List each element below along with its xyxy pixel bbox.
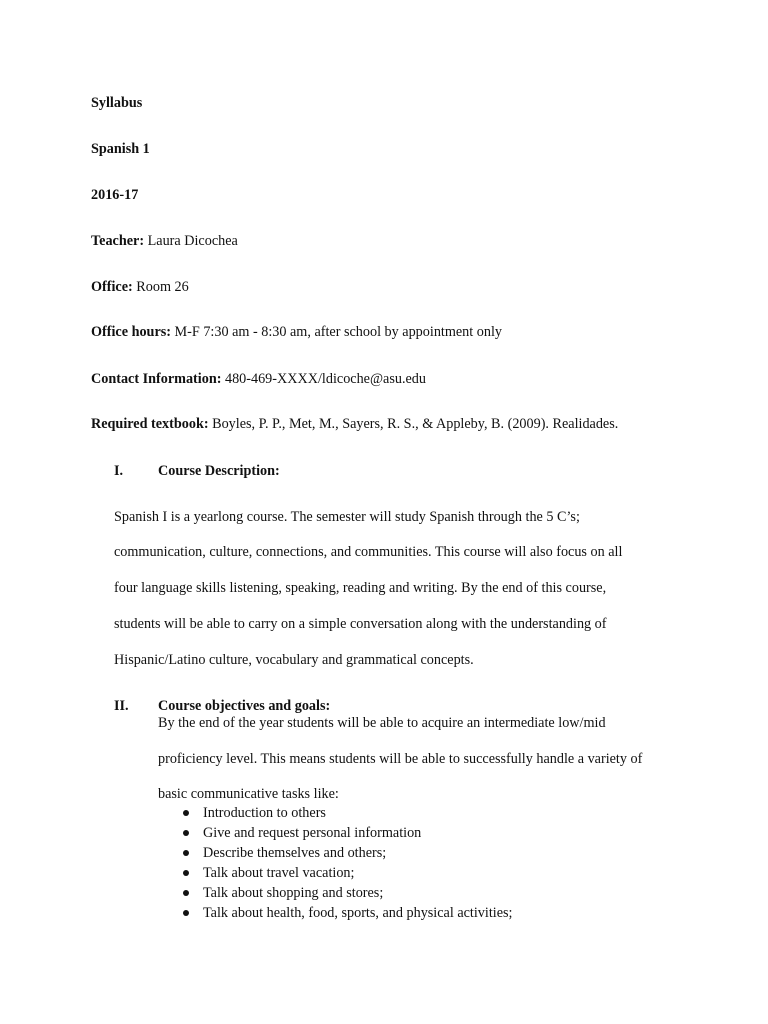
list-item-text: Talk about travel vacation;: [203, 865, 355, 881]
office-hours-line: [91, 323, 502, 341]
textbook-value: Boyles, P. P., Met, M., Sayers, R. S., & Appleby, B. (2009). Realidades.: [212, 416, 619, 432]
teacher-line: [91, 232, 238, 250]
bullet-icon: [183, 870, 189, 876]
bullet-icon: [183, 830, 189, 836]
office-label: Office:: [91, 279, 133, 295]
section-2-paragraph-line: basic communicative tasks like:: [158, 786, 339, 802]
contact-label: Contact Information:: [91, 371, 222, 387]
section-2-number: II.: [114, 698, 129, 714]
bullet-icon: [183, 810, 189, 816]
list-item-text: Introduction to others: [203, 805, 326, 821]
office-value: Room 26: [136, 279, 189, 295]
bullet-icon: [183, 910, 189, 916]
office-hours-value: M-F 7:30 am - 8:30 am, after school by appointment only: [174, 324, 502, 340]
section-1-paragraph-line: Hispanic/Latino culture, vocabulary and grammatical concepts.: [114, 652, 474, 668]
contact-value: 480-469-XXXX/ldicoche@asu.edu: [224, 371, 426, 387]
list-item-text: Give and request personal information: [203, 825, 422, 841]
course-name: Spanish 1: [91, 141, 150, 157]
teacher-label: Teacher:: [91, 233, 145, 249]
contact-line: [91, 370, 426, 388]
bullet-icon: [183, 890, 189, 896]
section-1-title: Course Description:: [158, 463, 280, 479]
list-item-text: Describe themselves and others;: [203, 845, 387, 861]
section-1-paragraph-line: four language skills listening, speaking, reading and writing. By the end of this course,: [114, 580, 607, 596]
section-1-number: I.: [114, 463, 124, 479]
office-hours-label: Office hours:: [91, 324, 171, 340]
list-item-text: Talk about shopping and stores;: [203, 885, 384, 901]
section-1-paragraph-line: Spanish I is a yearlong course. The semester will study Spanish through the 5 C’s;: [114, 509, 580, 525]
textbook-line: [91, 415, 618, 433]
section-1-paragraph-line: students will be able to carry on a simple conversation along with the understanding of: [114, 616, 607, 632]
document-title: Syllabus: [91, 95, 143, 111]
teacher-value: Laura Dicochea: [147, 233, 238, 249]
office-line: [91, 278, 189, 296]
section-2-title: Course objectives and goals:: [158, 698, 331, 714]
section-1-paragraph-line: communication, culture, connections, and communities. This course will also focus on all: [114, 544, 623, 560]
school-year: 2016-17: [91, 187, 139, 203]
list-item-text: Talk about health, food, sports, and physical activities;: [203, 905, 513, 921]
textbook-label: Required textbook:: [91, 416, 209, 432]
section-2-paragraph-line: proficiency level. This means students will be able to successfully handle a variety of: [158, 751, 643, 767]
section-2-paragraph-line: By the end of the year students will be able to acquire an intermediate low/mid: [158, 715, 606, 731]
bullet-icon: [183, 850, 189, 856]
